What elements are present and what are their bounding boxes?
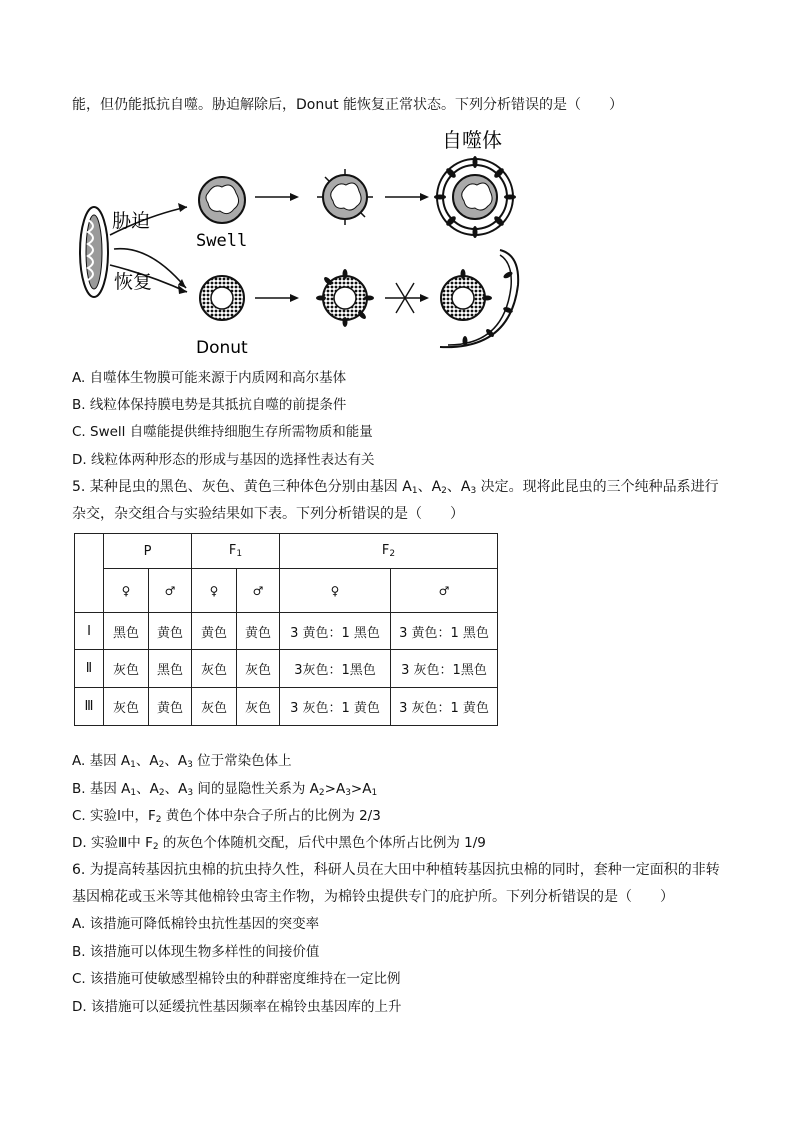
donut-mitochondrion — [200, 276, 244, 320]
q4-option-a: A. 自噬体生物膜可能来源于内质网和高尔基体 — [72, 370, 347, 386]
donut-tagged-mitochondrion — [316, 269, 374, 327]
q6-stem-line1: 6. 为提高转基因抗虫棉的抗虫持久性，科研人员在大田中种植转基因抗虫棉的同时，套种一定面积的非转 — [72, 862, 720, 878]
donut-resisting-mitochondrion — [440, 250, 518, 347]
stress-label: 胁迫 — [112, 210, 151, 232]
sex-male-p: ♂ — [149, 569, 192, 613]
mitochondrion-icon — [80, 207, 108, 297]
cross-results-table — [74, 533, 498, 726]
q6-option-a: A. 该措施可降低棉铃虫抗性基因的突变率 — [72, 916, 320, 932]
table-row: Ⅰ 黑色 黄色 黄色 黄色 3 黄色：1 黑色 3 黄色：1 黑色 — [75, 613, 498, 650]
recover-label: 恢复 — [114, 271, 153, 293]
q5-option-d: D. 实验Ⅲ中 $F_2$ 的灰色个体随机交配，后代中黑色个体所占比例为 1/9 — [72, 835, 486, 852]
swell-mitochondrion — [199, 177, 245, 223]
q5-option-a: A. 基因 $A_1$、$A_2$、$A_3$ 位于常染色体上 — [72, 753, 292, 770]
q6-option-c: C. 该措施可使敏感型棉铃虫的种群密度维持在一定比例 — [72, 971, 401, 987]
sex-male-f2: ♂ — [391, 569, 498, 613]
q6-stem-line2: 基因棉花或玉米等其他棉铃虫寄主作物，为棉铃虫提供专门的庇护所。下列分析错误的是（ ） — [72, 889, 674, 905]
donut-label: Donut — [196, 338, 248, 358]
q5-stem-line1: 5. 某种昆虫的黑色、灰色、黄色三种体色分别由基因 $A_1$、$A_2$、$A_3$ 决定。现将此昆虫的三个纯种品系进行 — [72, 479, 719, 496]
sex-female-f2: ♀ — [280, 569, 391, 613]
swell-tagged-mitochondrion — [317, 169, 373, 225]
q4-option-c: C. Swell 自噬能提供维持细胞生存所需物质和能量 — [72, 424, 373, 440]
table-row: Ⅱ 灰色 黑色 灰色 灰色 3灰色：1黑色 3 灰色：1黑色 — [75, 650, 498, 688]
q4-intro: 能，但仍能抵抗自噬。胁迫解除后，Donut 能恢复正常状态。下列分析错误的是（ ） — [72, 97, 624, 113]
q5-stem-line2: 杂交，杂交组合与实验结果如下表。下列分析错误的是（ ） — [72, 506, 464, 522]
sex-female-p: ♀ — [104, 569, 149, 613]
autophagosome — [434, 156, 516, 238]
table-row: Ⅲ 灰色 黄色 灰色 灰色 3 灰色：1 黄色 3 灰色：1 黄色 — [75, 688, 498, 726]
q5-option-b: B. 基因 $A_1$、$A_2$、$A_3$ 间的显隐性关系为 $A_2>A_3>A_1$ — [72, 781, 378, 798]
autophagosome-title: 自噬体 — [442, 128, 502, 152]
swell-label: Swell — [196, 231, 248, 251]
table-corner — [75, 534, 104, 613]
q6-option-d: D. 该措施可以延缓抗性基因频率在棉铃虫基因库的上升 — [72, 999, 402, 1015]
header-f2: $F_2$ — [280, 534, 498, 569]
header-p: P — [104, 534, 192, 569]
mitochondria-diagram — [70, 125, 530, 360]
q4-option-d: D. 线粒体两种形态的形成与基因的选择性表达有关 — [72, 452, 375, 468]
q6-option-b: B. 该措施可以体现生物多样性的间接价值 — [72, 944, 320, 960]
sex-female-f1: ♀ — [192, 569, 237, 613]
q4-option-b: B. 线粒体保持膜电势是其抵抗自噬的前提条件 — [72, 397, 347, 413]
header-f1: $F_1$ — [192, 534, 280, 569]
sex-male-f1: ♂ — [237, 569, 280, 613]
q5-option-c: C. 实验Ⅰ中，$F_2$ 黄色个体中杂合子所占的比例为 2/3 — [72, 808, 381, 825]
